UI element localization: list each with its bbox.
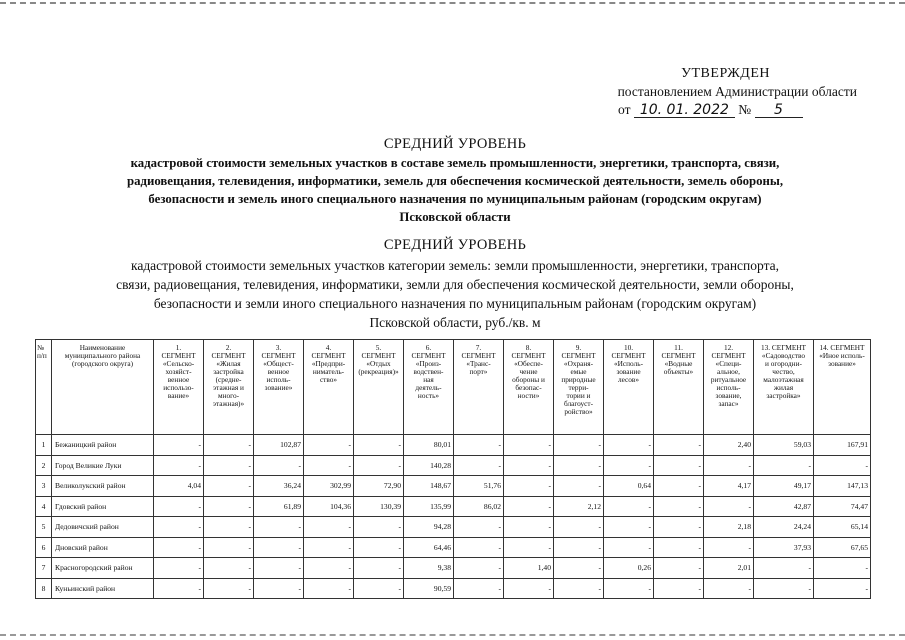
- segment-value: -: [454, 517, 504, 538]
- segment-value: -: [354, 435, 404, 456]
- column-header-line: «Водные: [664, 359, 693, 368]
- segment-value: 4,04: [154, 476, 204, 497]
- column-header: [704, 340, 754, 435]
- column-header-line: 8.: [525, 343, 532, 352]
- district-name: Бежаницкий район: [52, 435, 154, 456]
- column-header-line: деятель-: [415, 383, 442, 392]
- segment-value: 74,47: [814, 496, 871, 517]
- column-header-line: СЕГМЕНТ: [561, 351, 596, 360]
- segment-value: -: [154, 435, 204, 456]
- segment-value: 1,40: [504, 558, 554, 579]
- segment-value: -: [254, 578, 304, 599]
- segment-value: -: [204, 496, 254, 517]
- segment-value: 130,39: [354, 496, 404, 517]
- segment-value: -: [454, 435, 504, 456]
- table-header-row: [36, 340, 871, 435]
- column-header-line: порт»: [469, 367, 488, 376]
- scan-bottom-edge: [0, 634, 905, 636]
- column-header-line: (городского округа): [71, 359, 134, 368]
- segment-value: -: [204, 455, 254, 476]
- segment-value: 51,76: [454, 476, 504, 497]
- column-header-line: «Иное исполь-: [819, 351, 865, 360]
- row-number: 3: [36, 476, 52, 497]
- segment-value: -: [354, 455, 404, 476]
- segment-value: -: [704, 578, 754, 599]
- column-header-line: ство»: [319, 375, 338, 384]
- column-header-line: тории и: [566, 391, 591, 400]
- segment-value: -: [454, 455, 504, 476]
- segment-value: -: [154, 578, 204, 599]
- column-header-line: СЕГМЕНТ: [661, 351, 696, 360]
- table-row: [36, 435, 871, 456]
- approval-title: УТВЕРЖДЕН: [681, 66, 770, 81]
- column-header-line: исполь-: [716, 383, 741, 392]
- segment-value: -: [654, 455, 704, 476]
- column-header-line: застройка: [213, 367, 244, 376]
- heading1-subtitle: [40, 154, 870, 226]
- district-name: Дновский район: [52, 537, 154, 558]
- segment-value: -: [654, 476, 704, 497]
- segment-value: 0,26: [604, 558, 654, 579]
- segment-value: -: [654, 496, 704, 517]
- segment-value: -: [254, 455, 304, 476]
- segment-value: -: [154, 558, 204, 579]
- segment-value: -: [604, 517, 654, 538]
- segment-value: 90,59: [404, 578, 454, 599]
- column-header-line: запас»: [718, 399, 739, 408]
- heading1-line: Псковской области: [399, 210, 511, 224]
- column-header-line: СЕГМЕНТ: [411, 351, 446, 360]
- segment-value: 72,90: [354, 476, 404, 497]
- segment-value: 135,99: [404, 496, 454, 517]
- cadastral-value-table: [35, 339, 871, 599]
- column-header-line: хозяйст-: [165, 367, 192, 376]
- segment-value: -: [304, 578, 354, 599]
- column-header: [304, 340, 354, 435]
- segment-value: 37,93: [754, 537, 814, 558]
- segment-value: -: [554, 435, 604, 456]
- column-header-line: 2.: [225, 343, 232, 352]
- column-header-line: 14. СЕГМЕНТ: [819, 343, 865, 352]
- district-name: Гдовский район: [52, 496, 154, 517]
- segment-value: 61,89: [254, 496, 304, 517]
- segment-value: -: [554, 517, 604, 538]
- segment-value: -: [504, 435, 554, 456]
- column-header-line: СЕГМЕНТ: [611, 351, 646, 360]
- column-header: [754, 340, 814, 435]
- heading1-line: безопасности и земель иного специального назначения по муниципальным районам (городским округам): [148, 192, 762, 206]
- column-header-line: ности»: [517, 391, 540, 400]
- heading1-line: радиовещания, телевидения, информатики, земель для обеспечения космической деятельности, земель обороны,: [126, 174, 784, 188]
- table-row: [36, 496, 871, 517]
- column-header-line: СЕГМЕНТ: [161, 351, 196, 360]
- column-header-line: водствен-: [413, 367, 444, 376]
- segment-value: -: [554, 578, 604, 599]
- segment-value: -: [654, 578, 704, 599]
- segment-value: -: [604, 435, 654, 456]
- segment-value: -: [354, 537, 404, 558]
- district-name: Дедовичский район: [52, 517, 154, 538]
- table-row: [36, 558, 871, 579]
- segment-value: -: [604, 455, 654, 476]
- column-header-line: 11.: [674, 343, 683, 352]
- column-header-line: СЕГМЕНТ: [361, 351, 396, 360]
- segment-value: 36,24: [254, 476, 304, 497]
- column-header: [404, 340, 454, 435]
- column-header-line: 12.: [723, 343, 734, 352]
- segment-value: -: [354, 578, 404, 599]
- column-header-line: п/п: [37, 351, 47, 360]
- segment-value: 167,91: [814, 435, 871, 456]
- column-header-line: и огородни-: [765, 359, 802, 368]
- row-number: 1: [36, 435, 52, 456]
- approval-date-line: [618, 102, 860, 118]
- segment-value: 49,17: [754, 476, 814, 497]
- segment-value: 86,02: [454, 496, 504, 517]
- segment-value: -: [204, 517, 254, 538]
- segment-value: -: [604, 578, 654, 599]
- segment-value: -: [354, 558, 404, 579]
- heading2-line: Псковской области, руб./кв. м: [369, 315, 541, 330]
- column-header-line: СЕГМЕНТ: [261, 351, 296, 360]
- segment-value: 2,40: [704, 435, 754, 456]
- column-header-line: СЕГМЕНТ: [511, 351, 546, 360]
- column-header-line: этажная)»: [212, 399, 245, 408]
- column-header-line: СЕГМЕНТ: [311, 351, 346, 360]
- column-header-line: чение: [519, 367, 538, 376]
- column-header-line: терри-: [568, 383, 589, 392]
- column-header-line: «Предпри-: [311, 359, 346, 368]
- column-header-line: 4.: [325, 343, 332, 352]
- column-header: [36, 340, 52, 435]
- approval-date: 10. 01. 2022: [634, 103, 735, 118]
- segment-value: -: [454, 578, 504, 599]
- segment-value: 148,67: [404, 476, 454, 497]
- column-header-line: (рекреация)»: [358, 367, 399, 376]
- heading1-line: кадастровой стоимости земельных участков в составе земель промышленности, энергетики, транспорта, связи,: [130, 156, 780, 170]
- segment-value: -: [504, 537, 554, 558]
- district-name: Куньинский район: [52, 578, 154, 599]
- column-header-line: (средне-: [215, 375, 242, 384]
- table-row: [36, 517, 871, 538]
- row-number: 4: [36, 496, 52, 517]
- segment-value: 2,01: [704, 558, 754, 579]
- segment-value: -: [704, 455, 754, 476]
- segment-value: 94,28: [404, 517, 454, 538]
- segment-value: -: [154, 537, 204, 558]
- segment-value: -: [554, 537, 604, 558]
- approval-number-sign: №: [738, 102, 752, 117]
- column-header: [654, 340, 704, 435]
- column-header-line: объекты»: [663, 367, 694, 376]
- segment-value: -: [204, 476, 254, 497]
- segment-value: 140,28: [404, 455, 454, 476]
- column-header-line: ность»: [417, 391, 440, 400]
- table-row: [36, 537, 871, 558]
- column-header-line: 7.: [475, 343, 482, 352]
- segment-value: -: [704, 496, 754, 517]
- scan-top-edge: [0, 2, 905, 4]
- column-header-line: исполь-: [266, 375, 291, 384]
- column-header-line: «Обеспе-: [514, 359, 543, 368]
- column-header: [204, 340, 254, 435]
- column-header-line: «Произ-: [415, 359, 442, 368]
- column-header-line: зование: [616, 367, 641, 376]
- column-header-line: «Сельско-: [162, 359, 195, 368]
- segment-value: -: [554, 476, 604, 497]
- segment-value: -: [654, 435, 704, 456]
- heading2-title: СРЕДНИЙ УРОВЕНЬ: [383, 237, 527, 253]
- district-name: Великолукский район: [52, 476, 154, 497]
- segment-value: -: [454, 558, 504, 579]
- column-header-line: 9.: [575, 343, 582, 352]
- segment-value: 24,24: [754, 517, 814, 538]
- column-header-line: 3.: [275, 343, 282, 352]
- approval-block: [600, 66, 860, 118]
- segment-value: 2,12: [554, 496, 604, 517]
- column-header-line: муниципального района: [64, 351, 141, 360]
- column-header-line: обороны и: [512, 375, 545, 384]
- approval-from-label: от: [618, 102, 631, 117]
- column-header-line: 5.: [375, 343, 382, 352]
- segment-value: -: [304, 537, 354, 558]
- column-header-line: «Жилая: [216, 359, 241, 368]
- segment-value: -: [604, 537, 654, 558]
- segment-value: 4,17: [704, 476, 754, 497]
- segment-value: -: [304, 435, 354, 456]
- heading2-line: связи, радиовещания, телевидения, информатики, земли для обеспечения космической деятельности, земли обороны,: [116, 277, 794, 292]
- segment-value: -: [554, 558, 604, 579]
- segment-value: -: [254, 537, 304, 558]
- column-header-line: вание»: [167, 391, 190, 400]
- column-header: [604, 340, 654, 435]
- segment-value: 9,38: [404, 558, 454, 579]
- column-header-line: безопас-: [515, 383, 542, 392]
- column-header-line: 10.: [623, 343, 634, 352]
- segment-value: -: [304, 558, 354, 579]
- column-header-line: «Общест-: [263, 359, 294, 368]
- segment-value: 302,99: [304, 476, 354, 497]
- segment-value: -: [814, 455, 871, 476]
- column-header-line: этажная и: [213, 383, 244, 392]
- column-header-line: ритуальное: [710, 375, 747, 384]
- column-header-line: лесов»: [617, 375, 640, 384]
- row-number: 7: [36, 558, 52, 579]
- column-header-line: венное: [167, 375, 190, 384]
- segment-value: -: [504, 517, 554, 538]
- column-header-line: использо-: [163, 383, 194, 392]
- segment-value: -: [554, 455, 604, 476]
- segment-value: -: [154, 455, 204, 476]
- column-header-line: зование,: [715, 391, 742, 400]
- segment-value: -: [204, 558, 254, 579]
- segment-value: -: [204, 578, 254, 599]
- column-header: [354, 340, 404, 435]
- column-header-line: ниматель-: [312, 367, 345, 376]
- segment-value: -: [254, 517, 304, 538]
- segment-value: -: [654, 517, 704, 538]
- column-header: [154, 340, 204, 435]
- segment-value: 2,18: [704, 517, 754, 538]
- row-number: 8: [36, 578, 52, 599]
- column-header-line: «Отдых: [366, 359, 391, 368]
- segment-value: 104,36: [304, 496, 354, 517]
- segment-value: -: [204, 537, 254, 558]
- segment-value: 65,14: [814, 517, 871, 538]
- table-row: [36, 476, 871, 497]
- column-header-line: Наименование: [79, 343, 126, 352]
- segment-value: -: [604, 496, 654, 517]
- column-header-line: «Охраня-: [563, 359, 594, 368]
- segment-value: -: [814, 558, 871, 579]
- column-header-line: чество,: [772, 367, 795, 376]
- column-header: [504, 340, 554, 435]
- column-header-line: альное,: [717, 367, 740, 376]
- segment-value: -: [254, 558, 304, 579]
- table-row: [36, 455, 871, 476]
- segment-value: -: [504, 578, 554, 599]
- column-header-line: малоэтажная: [763, 375, 804, 384]
- heading2-subtitle: [40, 256, 870, 332]
- column-header-line: 1.: [175, 343, 182, 352]
- column-header-line: жилая: [773, 383, 794, 392]
- column-header-line: зование»: [264, 383, 293, 392]
- row-number: 6: [36, 537, 52, 558]
- segment-value: -: [704, 537, 754, 558]
- segment-value: -: [814, 578, 871, 599]
- column-header-line: СЕГМЕНТ: [711, 351, 746, 360]
- table-row: [36, 578, 871, 599]
- segment-value: -: [154, 496, 204, 517]
- heading2-line: кадастровой стоимости земельных участков категории земель: земли промышленности, энергетики, транспорта,: [130, 258, 780, 273]
- column-header-line: СЕГМЕНТ: [211, 351, 246, 360]
- approval-decree-line: постановлением Администрации области: [617, 84, 857, 99]
- segment-value: 147,13: [814, 476, 871, 497]
- segment-value: 42,87: [754, 496, 814, 517]
- column-header-line: 6.: [425, 343, 432, 352]
- segment-value: -: [754, 558, 814, 579]
- segment-value: 64,46: [404, 537, 454, 558]
- segment-value: -: [304, 455, 354, 476]
- table-body: [36, 435, 871, 599]
- segment-value: -: [354, 517, 404, 538]
- segment-value: -: [754, 455, 814, 476]
- segment-value: -: [654, 537, 704, 558]
- segment-value: 102,87: [254, 435, 304, 456]
- column-header-line: венное: [267, 367, 290, 376]
- approval-number: 5: [755, 103, 803, 118]
- segment-value: -: [504, 476, 554, 497]
- column-header-line: зование»: [828, 359, 856, 368]
- segment-value: -: [304, 517, 354, 538]
- column-header-line: «Садоводство: [761, 351, 806, 360]
- column-header-line: емые: [570, 367, 587, 376]
- column-header-line: ройство»: [564, 407, 593, 416]
- column-header-line: 13. СЕГМЕНТ: [760, 343, 807, 352]
- heading1-title: СРЕДНИЙ УРОВЕНЬ: [383, 136, 527, 152]
- column-header-line: №: [37, 343, 44, 352]
- row-number: 5: [36, 517, 52, 538]
- column-header-line: много-: [217, 391, 240, 400]
- column-header: [52, 340, 154, 435]
- segment-value: -: [454, 537, 504, 558]
- segment-value: -: [504, 496, 554, 517]
- column-header-line: «Исполь-: [613, 359, 643, 368]
- segment-value: 0,64: [604, 476, 654, 497]
- segment-value: -: [504, 455, 554, 476]
- column-header: [554, 340, 604, 435]
- segment-value: -: [204, 435, 254, 456]
- column-header: [454, 340, 504, 435]
- column-header-line: «Транс-: [466, 359, 491, 368]
- segment-value: 80,01: [404, 435, 454, 456]
- segment-value: -: [754, 578, 814, 599]
- column-header: [254, 340, 304, 435]
- column-header-line: застройка»: [766, 391, 801, 400]
- row-number: 2: [36, 455, 52, 476]
- column-header-line: природные: [561, 375, 596, 384]
- column-header-line: «Специ-: [715, 359, 742, 368]
- segment-value: -: [654, 558, 704, 579]
- segment-value: 59,03: [754, 435, 814, 456]
- column-header-line: ная: [423, 375, 434, 384]
- column-header-line: благоуст-: [563, 399, 594, 408]
- segment-value: 67,65: [814, 537, 871, 558]
- district-name: Город Великие Луки: [52, 455, 154, 476]
- district-name: Красногородский район: [52, 558, 154, 579]
- column-header: [814, 340, 871, 435]
- column-header-line: СЕГМЕНТ: [461, 351, 496, 360]
- segment-value: -: [154, 517, 204, 538]
- heading2-line: безопасности и земли иного специального назначения по муниципальным районам (городским округам): [153, 296, 757, 311]
